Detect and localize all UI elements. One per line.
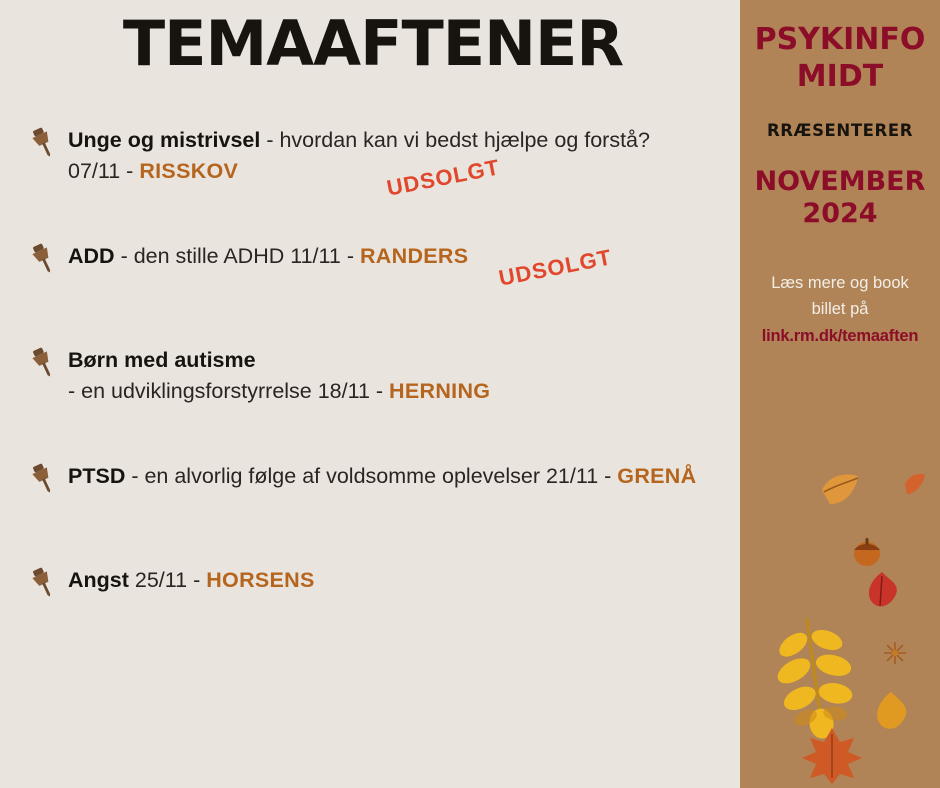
booking-line-1: Læs mere og book	[771, 273, 909, 292]
list-item[interactable]	[26, 240, 740, 290]
pushpin-icon	[26, 242, 68, 274]
event-city: GRENÅ	[617, 464, 697, 489]
event-title: PTSD	[68, 464, 126, 489]
event-text	[68, 460, 696, 492]
pushpin-icon	[26, 566, 68, 598]
pushpin-icon	[26, 346, 68, 378]
leaf-icon	[850, 536, 884, 575]
leaf-icon	[800, 726, 864, 788]
event-description: - den stille ADHD 11/11 -	[114, 244, 360, 269]
brand-line-2: MIDT	[796, 58, 884, 94]
event-title: Unge og mistrivsel	[68, 128, 261, 153]
leaf-icon	[903, 472, 927, 503]
presents-label: RRÆSENTERER	[766, 121, 914, 141]
event-text	[68, 564, 315, 596]
event-text	[68, 124, 708, 201]
event-city: RISSKOV	[139, 158, 239, 183]
sidebar	[740, 0, 940, 788]
leaf-icon	[862, 570, 902, 617]
brand-name	[740, 22, 940, 95]
event-title: Børn med autisme	[68, 348, 256, 373]
list-item[interactable]	[26, 564, 740, 614]
pushpin-icon	[26, 462, 68, 494]
booking-info	[740, 271, 940, 350]
event-city: HORSENS	[206, 568, 315, 593]
status-badge: UDSOLGT	[496, 244, 614, 291]
event-description: 25/11 -	[128, 568, 207, 593]
booking-link[interactable]: link.rm.dk/temaaften	[761, 327, 919, 346]
event-city: HERNING	[389, 378, 491, 403]
status-badge: UDSOLGT	[384, 154, 502, 201]
leaf-icon	[818, 470, 864, 515]
list-item[interactable]	[26, 124, 740, 201]
leaf-icon	[870, 690, 912, 739]
event-list	[0, 124, 740, 614]
page-title: TEMAAFTENER	[122, 7, 624, 80]
leaf-icon	[882, 640, 908, 671]
event-city: RANDERS	[359, 244, 469, 269]
event-text	[68, 240, 614, 291]
event-description: - en udviklingsforstyrrelse 18/11 -	[68, 378, 390, 403]
year-label: 2024	[802, 198, 878, 230]
event-title: Angst	[68, 568, 129, 593]
event-description: - hvordan kan vi bedst hjælpe og forstå? 07/11 -	[68, 128, 650, 183]
leaf-icon	[770, 612, 860, 747]
list-item[interactable]	[26, 460, 740, 510]
event-description: - en alvorlig følge af voldsomme oplevelser 21/11 -	[125, 464, 618, 489]
event-text	[68, 344, 490, 406]
month-label: NOVEMBER	[754, 166, 926, 198]
booking-line-2: billet på	[811, 299, 869, 318]
brand-line-1: PSYKINFO	[754, 22, 926, 57]
list-item[interactable]	[26, 344, 740, 406]
pushpin-icon	[26, 126, 68, 158]
event-title: ADD	[68, 244, 115, 269]
